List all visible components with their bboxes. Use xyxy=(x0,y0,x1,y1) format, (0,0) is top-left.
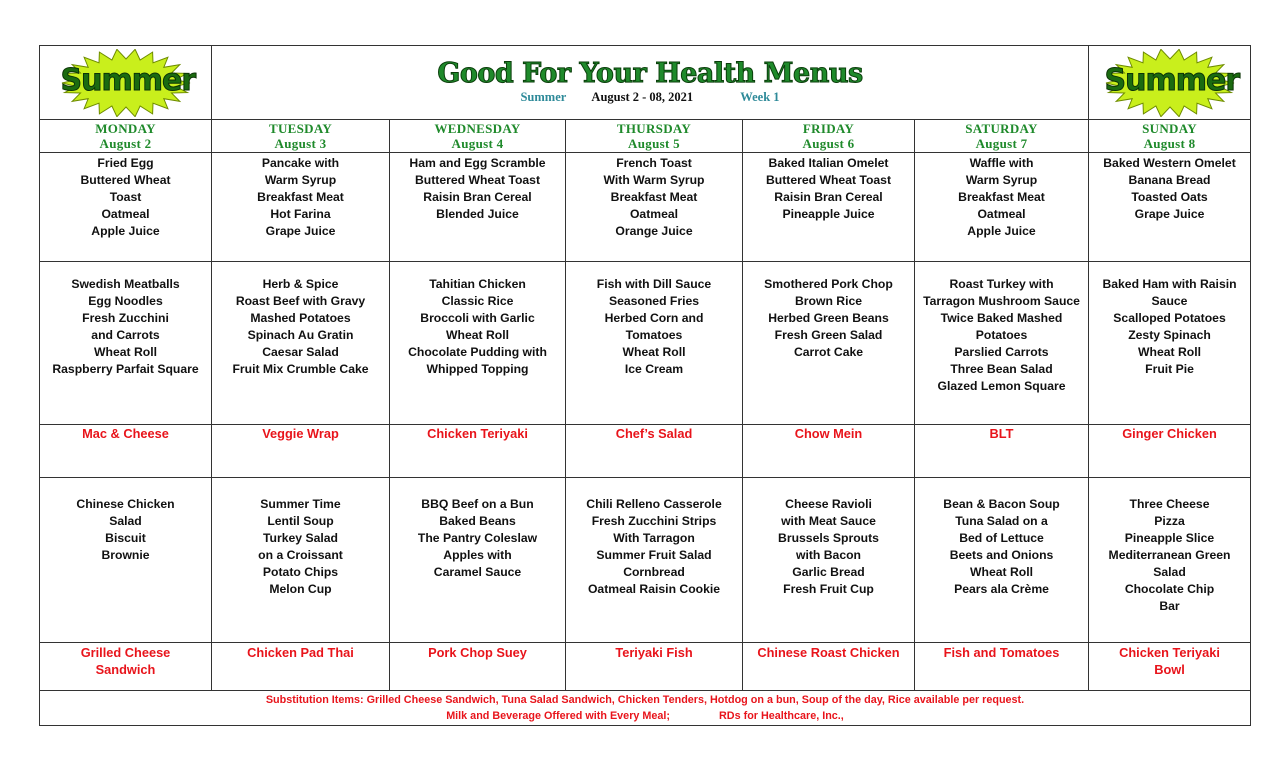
menu-item: Wheat Roll xyxy=(622,345,686,359)
day-name: SATURDAY xyxy=(965,121,1038,136)
footer-row xyxy=(40,691,1251,726)
menu-item: Blended Juice xyxy=(436,207,519,221)
footer-cell xyxy=(40,691,1251,726)
menu-item: Egg Noodles xyxy=(88,294,163,308)
day-name: MONDAY xyxy=(95,121,156,136)
menu-item: Fresh Fruit Cup xyxy=(783,582,874,596)
summer-logo-right xyxy=(1104,49,1240,117)
menu-item: Tarragon Mushroom Sauce xyxy=(923,294,1080,308)
alternate-item: Chicken Pad Thai xyxy=(247,645,354,660)
lunch-alternate-cell-friday xyxy=(743,425,915,478)
season-label: Summer xyxy=(520,89,567,104)
menu-item: Fruit Mix Crumble Cake xyxy=(232,362,369,376)
menu-item: Fish with Dill Sauce xyxy=(596,277,712,291)
menu-item: Herbed Green Beans xyxy=(768,311,889,325)
menu-item: Carrot Cake xyxy=(793,345,864,359)
menu-item: Tuna Salad on a xyxy=(955,514,1048,528)
menu-item: Herb & Spice xyxy=(262,277,339,291)
menu-item: Baked Italian Omelet xyxy=(768,156,889,170)
day-date: August 5 xyxy=(628,136,680,151)
menu-item: Herbed Corn and xyxy=(604,311,704,325)
day-name: SUNDAY xyxy=(1142,121,1197,136)
lunch-alternate-cell-wednesday xyxy=(390,425,566,478)
menu-item: Buttered Wheat Toast xyxy=(765,173,892,187)
alternate-item: Chef’s Salad xyxy=(615,426,693,441)
day-date: August 2 xyxy=(99,136,152,151)
menu-item: Apples with xyxy=(443,548,512,562)
menu-item: Brussels Sprouts xyxy=(778,531,879,545)
menu-item: Swedish Meatballs xyxy=(71,277,180,291)
day-header-wednesday xyxy=(390,120,566,153)
menu-item: Raspberry Parfait Square xyxy=(52,362,199,376)
menu-item: with Bacon xyxy=(795,548,861,562)
menu-item: Buttered Wheat Toast xyxy=(414,173,541,187)
menu-item: Toast xyxy=(109,190,142,204)
alternate-item: Chow Mein xyxy=(794,426,863,441)
menu-item: Pears ala Crème xyxy=(954,582,1049,596)
dinner-alternate-cell-monday xyxy=(40,643,212,691)
menu-item: Fresh Green Salad xyxy=(774,328,883,342)
menu-item: BBQ Beef on a Bun xyxy=(421,497,534,511)
menu-item: Glazed Lemon Square xyxy=(937,379,1066,393)
dinner-cell-friday xyxy=(743,478,915,643)
menu-item: Fried Egg xyxy=(97,156,154,170)
menu-item: Raisin Bran Cereal xyxy=(423,190,532,204)
title-cell xyxy=(212,46,1089,120)
menu-item: Scalloped Potatoes xyxy=(1113,311,1226,325)
menu-item: Melon Cup xyxy=(269,582,332,596)
menu-item: Parslied Carrots xyxy=(954,345,1049,359)
dinner-alternate-cell-sunday xyxy=(1089,643,1251,691)
alternate-item: Grilled Cheese xyxy=(80,645,171,660)
lunch-row xyxy=(40,262,1251,425)
day-name: FRIDAY xyxy=(802,121,855,136)
menu-item: Roast Beef with Gravy xyxy=(235,294,366,308)
menu-item: Brown Rice xyxy=(794,294,863,308)
menu-item: Bed of Lettuce xyxy=(959,531,1044,545)
dinner-alternate-cell-saturday xyxy=(915,643,1089,691)
breakfast-cell-saturday xyxy=(915,153,1089,262)
alternate-item: Bowl xyxy=(1154,662,1185,677)
alternate-item: BLT xyxy=(989,426,1014,441)
credit-note: RDs for Healthcare, Inc., xyxy=(719,710,844,722)
menu-item: Summer Time xyxy=(260,497,341,511)
menu-item: Oatmeal Raisin Cookie xyxy=(587,582,721,596)
menu-item: Pizza xyxy=(1154,514,1185,528)
menu-item: Wheat Roll xyxy=(446,328,509,342)
header-row xyxy=(40,46,1251,120)
substitution-note: Substitution Items: Grilled Cheese Sandwich, Tuna Salad Sandwich, Chicken Tenders, Hotdog on a bun, Soup of the day, Rice available per request. xyxy=(265,694,1025,706)
menu-item: Wheat Roll xyxy=(970,565,1033,579)
dinner-cell-wednesday xyxy=(390,478,566,643)
day-name: WEDNESDAY xyxy=(434,121,521,136)
alternate-item: Chinese Roast Chicken xyxy=(757,645,900,660)
menu-item: Chili Relleno Casserole xyxy=(586,497,722,511)
alternate-item: Mac & Cheese xyxy=(82,426,169,441)
menu-item: on a Croissant xyxy=(258,548,343,562)
menu-item: Raisin Bran Cereal xyxy=(774,190,883,204)
menu-item: Lentil Soup xyxy=(267,514,334,528)
menu-item: Grape Juice xyxy=(1134,207,1205,221)
breakfast-row xyxy=(40,153,1251,262)
menu-item: Fresh Zucchini xyxy=(82,311,169,325)
dinner-cell-monday xyxy=(40,478,212,643)
menu-item: Pineapple Slice xyxy=(1124,531,1215,545)
menu-item: With Tarragon xyxy=(613,531,695,545)
menu-item: Ice Cream xyxy=(624,362,684,376)
alternate-item: Chicken Teriyaki xyxy=(1119,645,1220,660)
breakfast-cell-friday xyxy=(743,153,915,262)
menu-item: Zesty Spinach xyxy=(1128,328,1211,342)
menu-item: Pineapple Juice xyxy=(782,207,875,221)
lunch-alternate-cell-monday xyxy=(40,425,212,478)
menu-item: Chocolate Pudding with xyxy=(408,345,547,359)
day-name: THURSDAY xyxy=(616,121,692,136)
day-header-tuesday xyxy=(212,120,390,153)
menu-item: Pancake with xyxy=(261,156,340,170)
logo-right-text: Summer xyxy=(1104,62,1240,98)
lunch-cell-saturday xyxy=(915,262,1089,425)
menu-item: Bean & Bacon Soup xyxy=(943,497,1060,511)
logo-left-text: Summer xyxy=(60,62,196,98)
lunch-cell-thursday xyxy=(566,262,743,425)
day-header-sunday xyxy=(1089,120,1251,153)
menu-item: Salad xyxy=(109,514,142,528)
menu-item: Toasted Oats xyxy=(1131,190,1208,204)
day-header-saturday xyxy=(915,120,1089,153)
breakfast-cell-sunday xyxy=(1089,153,1251,262)
breakfast-cell-tuesday xyxy=(212,153,390,262)
day-date: August 6 xyxy=(802,136,855,151)
menu-item: Banana Bread xyxy=(1128,173,1211,187)
menu-item: Breakfast Meat xyxy=(958,190,1045,204)
logo-cell-right xyxy=(1089,46,1251,120)
menu-item: Mashed Potatoes xyxy=(250,311,351,325)
dinner-alternate-row xyxy=(40,643,1251,691)
alternate-item: Chicken Teriyaki xyxy=(427,426,528,441)
menu-item: Beets and Onions xyxy=(949,548,1054,562)
menu-item: Fruit Pie xyxy=(1145,362,1194,376)
lunch-alternate-cell-thursday xyxy=(566,425,743,478)
menu-item: Garlic Bread xyxy=(792,565,865,579)
alternate-item: Teriyaki Fish xyxy=(615,645,693,660)
dinner-alternate-cell-wednesday xyxy=(390,643,566,691)
menu-item: Cheese Ravioli xyxy=(785,497,872,511)
menu-item: Baked Western Omelet xyxy=(1103,156,1236,170)
menu-item: Salad xyxy=(1153,565,1186,579)
menu-item: With Warm Syrup xyxy=(603,173,705,187)
menu-item: Spinach Au Gratin xyxy=(247,328,354,342)
lunch-alternate-cell-tuesday xyxy=(212,425,390,478)
lunch-cell-sunday xyxy=(1089,262,1251,425)
breakfast-cell-thursday xyxy=(566,153,743,262)
menu-item: Seasoned Fries xyxy=(608,294,700,308)
day-header-monday xyxy=(40,120,212,153)
menu-item: Biscuit xyxy=(105,531,146,545)
lunch-cell-monday xyxy=(40,262,212,425)
menu-table xyxy=(39,45,1251,726)
lunch-alternate-cell-saturday xyxy=(915,425,1089,478)
menu-item: Fresh Zucchini Strips xyxy=(591,514,717,528)
dinner-row xyxy=(40,478,1251,643)
lunch-alternate-cell-sunday xyxy=(1089,425,1251,478)
menu-item: Hot Farina xyxy=(270,207,331,221)
menu-item: Breakfast Meat xyxy=(610,190,698,204)
lunch-cell-tuesday xyxy=(212,262,390,425)
beverage-credit-line xyxy=(40,708,1250,724)
day-header-thursday xyxy=(566,120,743,153)
dinner-alternate-cell-thursday xyxy=(566,643,743,691)
menu-item: Oatmeal xyxy=(629,207,679,221)
week-label: Week 1 xyxy=(740,89,780,104)
menu-item: Wheat Roll xyxy=(94,345,157,359)
date-range: August 2 - 08, 2021 xyxy=(591,89,694,104)
menu-item: Mediterranean Green xyxy=(1108,548,1231,562)
menu-item: Oatmeal xyxy=(101,207,150,221)
page-title: Good For Your Health Menus xyxy=(437,57,863,89)
menu-item: Buttered Wheat xyxy=(80,173,171,187)
menu-item: Caesar Salad xyxy=(262,345,339,359)
day-date: August 7 xyxy=(975,136,1028,151)
menu-item: Oatmeal xyxy=(977,207,1026,221)
lunch-cell-friday xyxy=(743,262,915,425)
subtitle-line xyxy=(212,90,1088,104)
menu-item: Grape Juice xyxy=(265,224,336,238)
menu-item: Roast Turkey with xyxy=(949,277,1054,291)
menu-item: Summer Fruit Salad xyxy=(596,548,712,562)
menu-item: Sauce xyxy=(1151,294,1188,308)
beverage-note: Milk and Beverage Offered with Every Meal; xyxy=(446,710,670,722)
lunch-alternate-row xyxy=(40,425,1251,478)
menu-item: Brownie xyxy=(101,548,150,562)
menu-item: Potato Chips xyxy=(262,565,339,579)
day-date: August 3 xyxy=(274,136,327,151)
day-date: August 4 xyxy=(451,136,504,151)
dinner-alternate-cell-friday xyxy=(743,643,915,691)
menu-item: Bar xyxy=(1159,599,1180,613)
dinner-alternate-cell-tuesday xyxy=(212,643,390,691)
menu-item: Ham and Egg Scramble xyxy=(409,156,546,170)
menu-item: Baked Ham with Raisin xyxy=(1102,277,1237,291)
menu-item: Potatoes xyxy=(975,328,1028,342)
summer-logo-left xyxy=(60,49,196,117)
menu-item: Three Bean Salad xyxy=(950,362,1053,376)
menu-item: with Meat Sauce xyxy=(781,514,876,528)
menu-item: Wheat Roll xyxy=(1138,345,1201,359)
day-header-row xyxy=(40,120,1251,153)
menu-item: Waffle with xyxy=(969,156,1034,170)
menu-item: Whipped Topping xyxy=(426,362,529,376)
alternate-item: Pork Chop Suey xyxy=(428,645,527,660)
logo-cell-left xyxy=(40,46,212,120)
menu-item: The Pantry Coleslaw xyxy=(417,531,538,545)
menu-item: Warm Syrup xyxy=(965,173,1038,187)
day-header-friday xyxy=(743,120,915,153)
menu-item: Tahitian Chicken xyxy=(429,277,526,291)
dinner-cell-saturday xyxy=(915,478,1089,643)
menu-item: French Toast xyxy=(616,156,692,170)
alternate-item: Fish and Tomatoes xyxy=(943,645,1060,660)
day-name: TUESDAY xyxy=(268,121,333,136)
menu-item: Twice Baked Mashed xyxy=(940,311,1063,325)
dinner-cell-tuesday xyxy=(212,478,390,643)
alternate-item: Ginger Chicken xyxy=(1122,426,1217,441)
menu-item: Cornbread xyxy=(623,565,685,579)
menu-item: Broccoli with Garlic xyxy=(420,311,535,325)
menu-sheet xyxy=(39,45,1250,722)
menu-item: Baked Beans xyxy=(439,514,516,528)
breakfast-cell-wednesday xyxy=(390,153,566,262)
menu-item: Orange Juice xyxy=(615,224,693,238)
menu-item: Tomatoes xyxy=(625,328,683,342)
menu-item: Classic Rice xyxy=(441,294,514,308)
alternate-item: Veggie Wrap xyxy=(262,426,339,441)
dinner-cell-thursday xyxy=(566,478,743,643)
breakfast-cell-monday xyxy=(40,153,212,262)
lunch-cell-wednesday xyxy=(390,262,566,425)
dinner-cell-sunday xyxy=(1089,478,1251,643)
menu-item: Caramel Sauce xyxy=(433,565,522,579)
menu-item: Three Cheese xyxy=(1129,497,1210,511)
alternate-item: Sandwich xyxy=(95,662,156,677)
menu-item: Chocolate Chip xyxy=(1124,582,1215,596)
menu-item: Chinese Chicken xyxy=(76,497,175,511)
menu-item: Apple Juice xyxy=(967,224,1036,238)
menu-item: Breakfast Meat xyxy=(257,190,344,204)
menu-item: Turkey Salad xyxy=(263,531,338,545)
menu-item: Warm Syrup xyxy=(264,173,337,187)
menu-item: Apple Juice xyxy=(91,224,160,238)
menu-item: and Carrots xyxy=(91,328,160,342)
menu-item: Smothered Pork Chop xyxy=(764,277,893,291)
day-date: August 8 xyxy=(1143,136,1196,151)
